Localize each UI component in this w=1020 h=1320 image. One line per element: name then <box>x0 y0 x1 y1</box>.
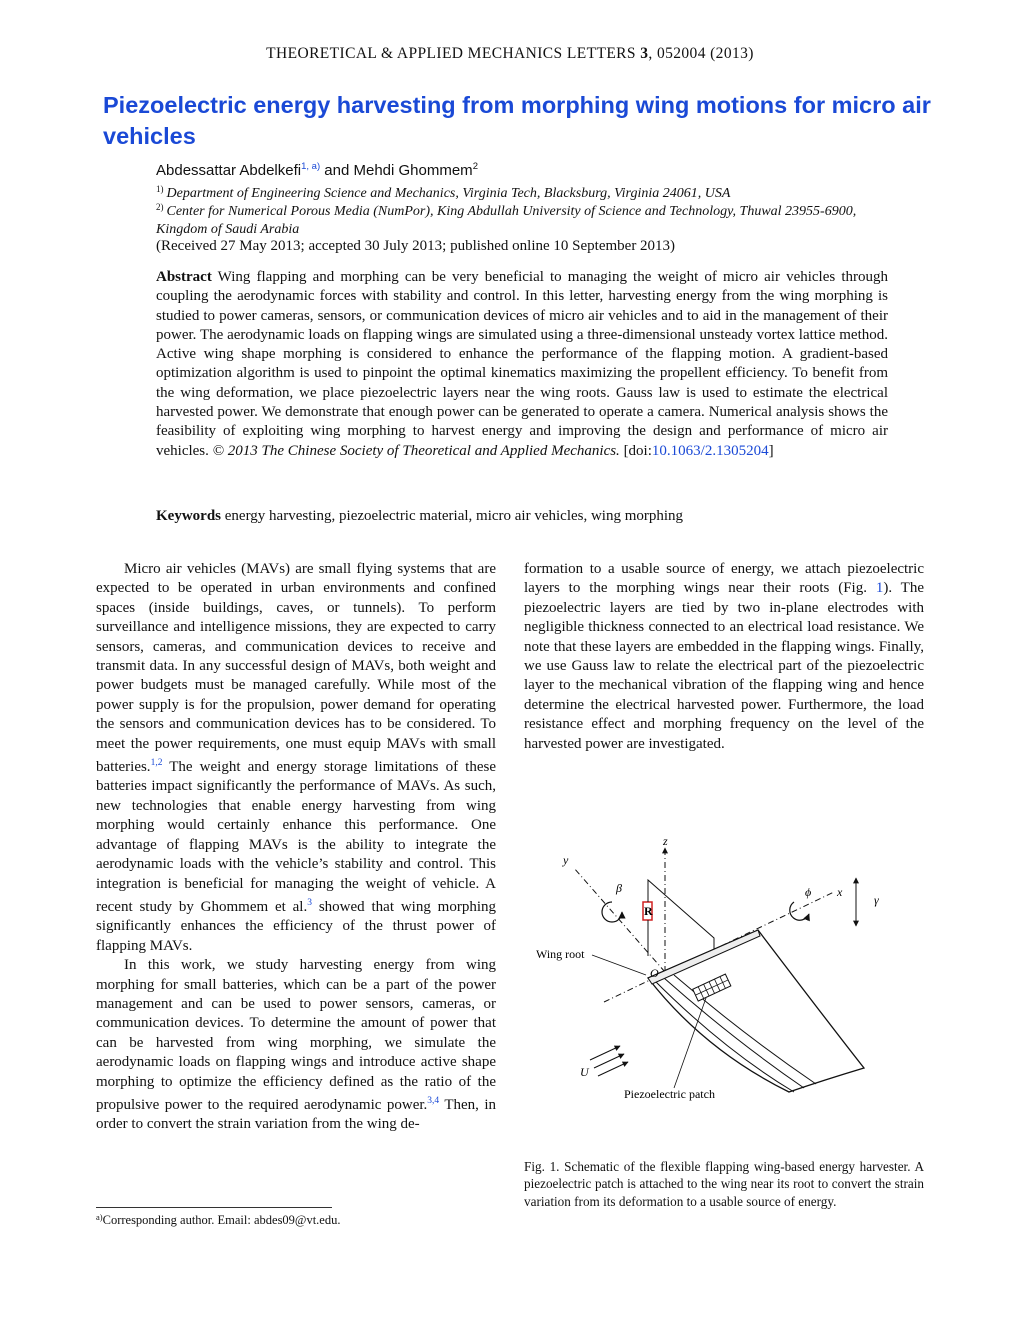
abstract-label: Abstract <box>156 269 212 285</box>
paragraph-2 <box>96 956 496 1135</box>
received-dates: (Received 27 May 2013; accepted 30 July 2013; published online 10 September 2013) <box>156 238 676 254</box>
abstract <box>156 268 888 461</box>
figure-link[interactable]: 1 <box>875 580 884 597</box>
citation-link[interactable]: 3,4 <box>427 1095 440 1106</box>
footnote-text: Corresponding author. Email: abdes09@vt.edu. <box>102 1213 341 1227</box>
electrode-wire <box>648 880 714 960</box>
paragraph-text: Then, in order to convert the strain variation from the wing de- <box>96 1096 496 1133</box>
paragraph-text: showed that wing morphing significantly enhances the efficiency of the thrust power of flapping MAVs. <box>96 898 496 954</box>
x-label: x <box>837 885 843 899</box>
figure-caption: Fig. 1. Schematic of the flexible flapping wing-based energy harvester. A piezoelectric patch is attached to the wing near its root to convert the strain variation from its deformation to a usable source of energy. <box>524 1159 924 1209</box>
paragraph-text: formation to a usable source of energy, we attach piezoelectric layers to the morphing wings near their roots (Fig. <box>524 561 924 597</box>
phi-label: ϕ <box>805 885 812 899</box>
keywords-label: Keywords <box>156 508 221 524</box>
figure-1 <box>524 830 924 1130</box>
gamma-label: γ <box>874 893 879 907</box>
keywords-text: energy harvesting, piezoelectric material, micro air vehicles, wing morphing <box>224 508 684 524</box>
citation-link[interactable]: 1,2 <box>150 758 163 769</box>
affiliation-marker: 2) <box>156 202 164 212</box>
flow-label: U <box>580 1065 589 1079</box>
author-2: and Mehdi Ghommem <box>324 162 473 179</box>
paragraph-text: ). The piezoelectric layers are tied by two in-plane electrodes with negligible thickness connected to an electrical load resistance. We note that these layers are embedded in the flapping wings. Finally, we use Gauss law to relate the electrical part of the piezoelectric layer to the mechanical vibration of the flapping wing and hence determine the electrical harvested power. Furthermore, the load resistance effect and morphing frequency on the level of the harvested power are investigated. <box>524 580 925 752</box>
paragraph-text: In this work, we study harvesting energy from wing morphing for small batteries, which can be a part of the power management and can be used to power sensors, cameras, or communication devices. To determine the amount of power that can be harvested from wing morphing, we simulate the aerodynamic loads on flapping wings and introduce active shape morphing to optimize the efficiency defined as the ratio of the propulsive power to the required aerodynamic power. <box>96 957 496 1113</box>
resistor-label: R <box>644 904 653 918</box>
beta-label: β <box>616 881 622 895</box>
origin-label: O <box>650 966 659 980</box>
body-column-left <box>96 560 496 1135</box>
journal-volume: 3 <box>640 45 649 62</box>
paragraph-text: The weight and energy storage limitations of these batteries impact significantly the performance of MAVs. As such, new technologies that enable energy harvesting from wing morphing would certainly enhance this performance. One advantage of flapping MAVs is the ability to integrate the aerodynamic loads with the vehicle’s stability and control. This integration is beneficial for managing the weight of vehicle. A recent study by Ghommem et al. <box>96 759 496 915</box>
doi-link[interactable]: 10.1063/2.1305204 <box>651 442 769 459</box>
affiliation-2 <box>156 198 896 239</box>
citation-link[interactable]: 3 <box>307 897 312 908</box>
affiliation-text: Department of Engineering Science and Mechanics, Virginia Tech, Blacksburg, Virginia 24061, USA <box>166 186 731 201</box>
footnote <box>96 1212 340 1228</box>
article-info: , 052004 (2013) <box>648 45 754 62</box>
affiliation-marker: 1) <box>156 184 164 194</box>
copyright: © 2013 The Chinese Society of Theoretical and Applied Mechanics. <box>212 442 620 459</box>
affiliation-text: Center for Numerical Porous Media (NumPor), King Abdullah University of Science and Technology, Thuwal 23955-6900, Kingdom of Saudi Arabia <box>156 204 857 237</box>
author-2-sup: 2 <box>472 161 478 172</box>
author-1: Abdessattar Abdelkefi <box>156 162 302 179</box>
running-head <box>0 45 1020 63</box>
abstract-text: Wing flapping and morphing can be very beneficial to managing the weight of micro air vehicles through coupling the aerodynamic forces with stability and control. In this letter, harvesting energy from the wing morphing is studied to power cameras, sensors, or communication devices of micro air vehicles and to aid in the management of their power. The aerodynamic loads on flapping wings are simulated using a three-dimensional unsteady vortex lattice method. Active wing shape morphing is considered to enhance the performance of the flapping motion. A gradient-based optimization algorithm is used to pinpoint the optimal kinematics maximizing the propellent efficiency. To benefit from the wing deformation, we place piezoelectric layers near the wing roots. Gauss law is used to estimate the electrical harvested power. We demonstrate that enough power can be generated to operate a camera. Numerical analysis shows the feasibility of exploiting wing morphing to harvest energy and improving the design and performance of micro air vehicles. <box>156 269 888 459</box>
author-line <box>156 161 478 179</box>
paper-title: Piezoelectric energy harvesting from morphing wing motions for micro air vehicles <box>103 92 931 149</box>
phi-rotation-arrow <box>790 902 809 920</box>
footnote-rule <box>96 1207 332 1208</box>
wing-root-label: Wing root <box>536 947 585 961</box>
keywords <box>156 508 888 525</box>
wing-root-leader <box>592 955 646 975</box>
wing-schematic <box>524 830 924 1130</box>
footnote-marker: a) <box>96 1212 103 1222</box>
paragraph-1 <box>96 560 496 956</box>
paragraph-text: Micro air vehicles (MAVs) are small flying systems that are expected to be operated in urban environments and confined spaces (inside buildings, caves, or tunnels). To perform surveillance and intelligence missions, they are expected to carry sensors, cameras, and communication devices to receive and transmit data. In any successful design of MAVs, both weight and power budgets must be managed carefully. While most of the power supply is for the propulsion, power demand for operating the sensors and communication devices has to be considered. To meet the power requirements, one must equip MAVs with small batteries. <box>96 561 496 776</box>
journal-name: THEORETICAL & APPLIED MECHANICS LETTERS <box>266 45 636 62</box>
body-column-right <box>524 560 924 754</box>
author-1-sup[interactable]: 1, a) <box>301 161 321 172</box>
paragraph-3 <box>524 560 924 754</box>
doi-suffix: ] <box>768 442 774 459</box>
z-label: z <box>663 834 668 848</box>
patch-label: Piezoelectric patch <box>624 1087 715 1101</box>
y-label: y <box>563 853 569 867</box>
doi-prefix: [doi: <box>623 442 652 459</box>
